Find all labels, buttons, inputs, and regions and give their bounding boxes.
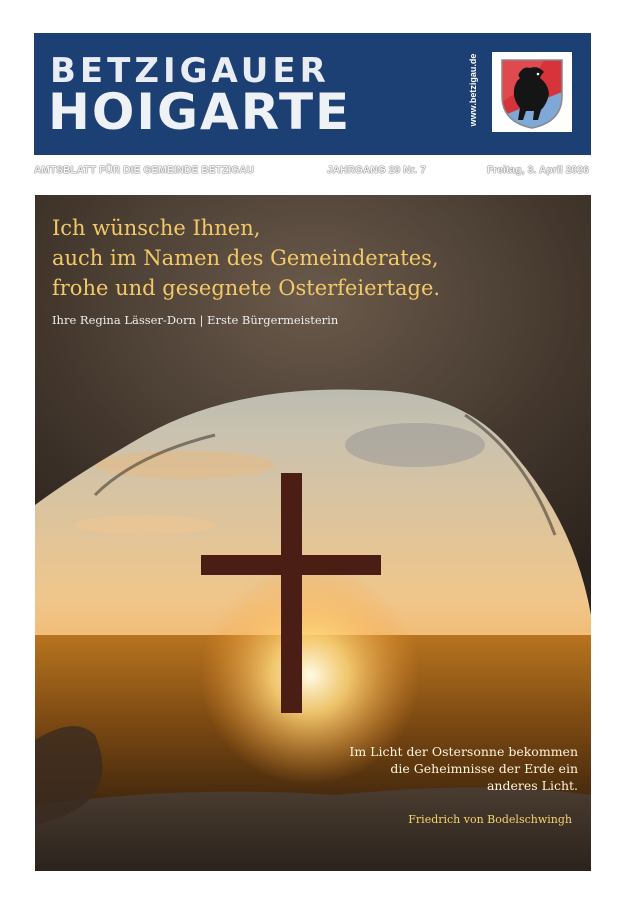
masthead-title-line2: HOIGARTE [48,83,352,141]
issue-date: Freitag, 3. April 2026 [487,165,589,176]
issue-number: JAHRGANG 29 Nr. 7 [327,165,426,176]
coat-of-arms-bear-icon [492,52,572,132]
mayor-signature: Ihre Regina Lässer-Dorn | Erste Bürgermeisterin [52,313,339,327]
quote-line1: Im Licht der Ostersonne bekommen [349,744,578,759]
greeting-line3: frohe und gesegnete Osterfeiertage. [52,276,441,300]
website-link[interactable]: www.betzigau.de [468,53,478,127]
easter-greeting [52,213,440,303]
quote-line2: die Geheimnisse der Erde ein [390,761,578,776]
quote-line3: anderes Licht. [486,778,578,793]
publication-label: AMTSBLATT FÜR DIE GEMEINDE BETZIGAU [34,165,255,176]
masthead-title-line1: BETZIGAUER [50,51,330,91]
greeting-line1: Ich wünsche Ihnen, [52,216,261,240]
easter-quote [320,743,578,794]
greeting-line2: auch im Namen des Gemeinderates, [52,246,439,270]
quote-author: Friedrich von Bodelschwingh [408,813,572,826]
